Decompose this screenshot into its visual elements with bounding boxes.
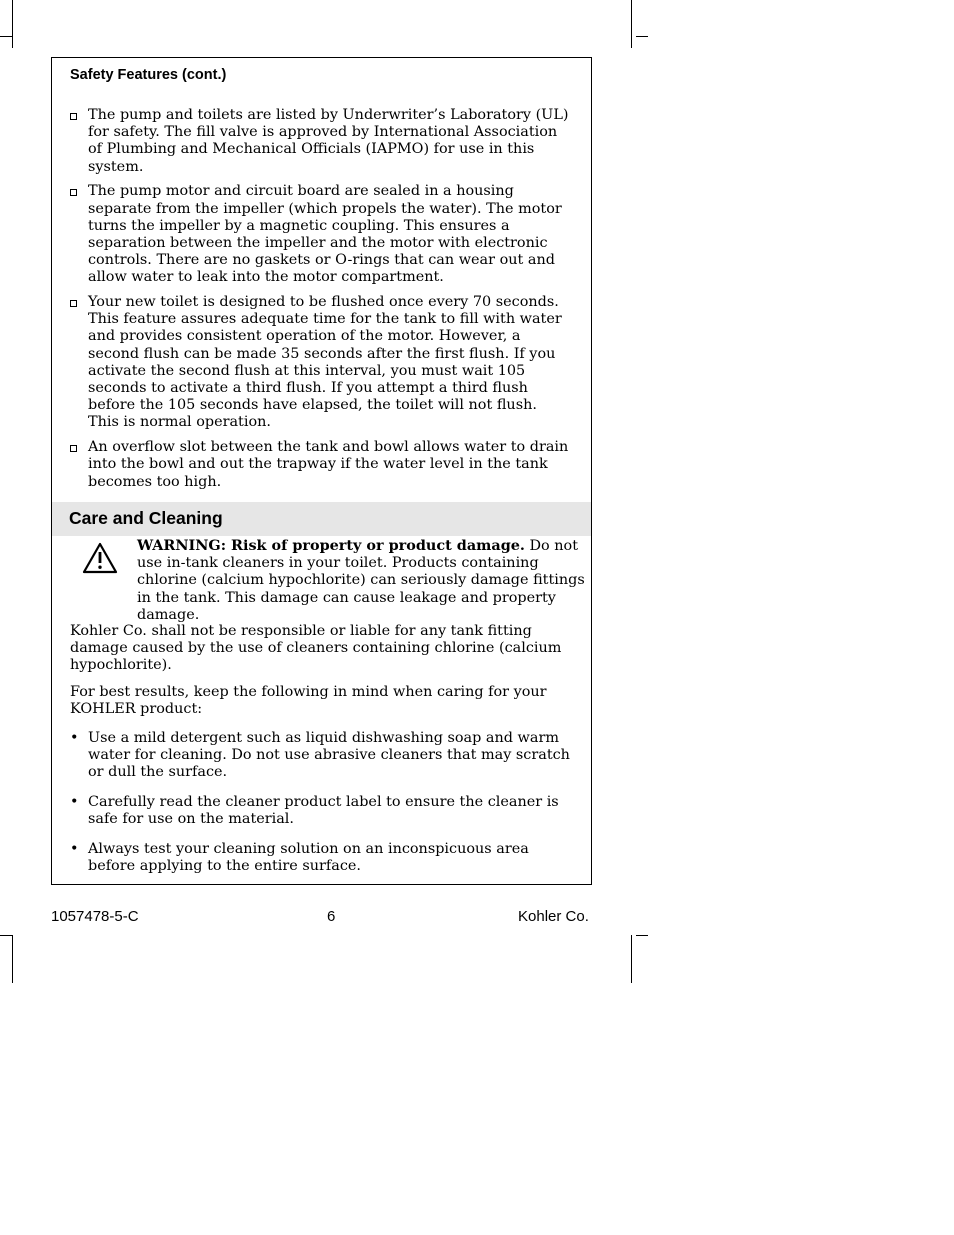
footer-doc-number: 1057478-5-C [51,908,139,925]
list-item-text: The pump motor and circuit board are sealed in a housing separate from the impeller (which propels the water). The motor turns the impeller by a magnetic coupling. This ensures a separation between the impeller and the motor with electronic controls. There are no gaskets or O-rings that can wear out and allow water to leak into the motor compartment. [88,183,562,286]
list-item [52,439,572,491]
list-item-text: Use a mild detergent such as liquid dishwashing soap and warm water for cleaning. Do not use abrasive cleaners that may scratch or dull the surface. [88,730,570,781]
square-bullet-icon [70,445,77,452]
content-frame [51,57,592,885]
footer-page-number: 6 [327,908,336,925]
list-item [52,183,572,286]
list-item [52,294,572,432]
list-item [52,794,572,828]
crop-mark [631,0,632,48]
list-item-text: An overflow slot between the tank and bowl allows water to drain into the bowl and out the trapway if the water level in the tank becomes too high. [88,439,569,490]
warning-triangle-icon [82,542,118,574]
crop-mark [12,935,13,983]
best-results-paragraph: For best results, keep the following in mind when caring for your KOHLER product: [70,684,547,718]
bullet-icon: • [70,730,79,746]
list-item-text: Always test your cleaning solution on an inconspicuous area before applying to the entire surface. [88,841,529,875]
care-cleaning-heading: Care and Cleaning [69,508,223,528]
bullet-icon: • [70,841,79,858]
warning-body: Do not use in-tank cleaners in your toilet. Products containing chlorine (calcium hypochlorite) can seriously damage fittings in the tank. This damage can cause leakage and property damage. [137,538,585,623]
crop-mark [636,36,648,37]
safety-features-heading: Safety Features (cont.) [70,67,227,83]
footer-company: Kohler Co. [518,908,589,925]
crop-mark [631,935,632,983]
square-bullet-icon [70,113,77,120]
crop-mark [0,935,12,936]
care-tips-list [52,730,572,888]
square-bullet-icon [70,189,77,196]
crop-mark [12,0,13,48]
crop-mark [0,36,12,37]
liability-paragraph: Kohler Co. shall not be responsible or liable for any tank fitting damage caused by the use of cleaners containing chlorine (calcium hypochlorite). [70,623,562,674]
warning-message [137,537,585,624]
list-item-text: The pump and toilets are listed by Underwriter’s Laboratory (UL) for safety. The fill valve is approved by International Association of Plumbing and Mechanical Officials (IAPMO) for use in this system. [88,107,569,175]
warning-label: WARNING: Risk of property or product damage. [137,537,525,554]
bullet-icon: • [70,794,79,811]
care-cleaning-header-band [52,502,591,536]
list-item [52,730,572,782]
list-item [52,107,572,176]
square-bullet-icon [70,300,77,307]
list-item [52,841,572,875]
safety-features-list [52,107,572,498]
list-item-text: Your new toilet is designed to be flushed once every 70 seconds. This feature assures adequate time for the tank to fill with water and provides consistent operation of the motor. However, a second flush can be made 35 seconds after the first flush. If you activate the second flush at this interval, you must wait 105 seconds to activate a third flush. If you attempt a third flush before the 105 seconds have elapsed, the toilet will not flush. This is normal operation. [88,294,562,431]
crop-mark [636,935,648,936]
list-item-text: Carefully read the cleaner product label to ensure the cleaner is safe for use on the material. [88,794,559,828]
